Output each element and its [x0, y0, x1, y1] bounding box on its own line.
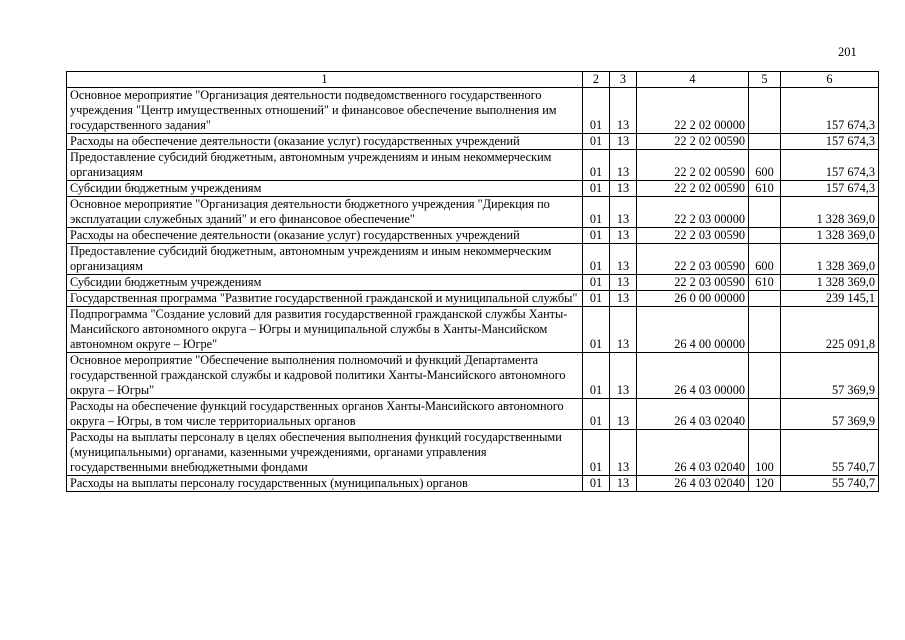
cell-amount: 239 145,1 — [781, 291, 879, 307]
cell-amount: 157 674,3 — [781, 150, 879, 181]
cell-target-article: 22 2 03 00590 — [637, 228, 749, 244]
page-number: 201 — [838, 45, 857, 59]
cell-expense-type — [749, 291, 781, 307]
cell-name: Субсидии бюджетным учреждениям — [67, 275, 583, 291]
budget-table-body — [67, 72, 879, 492]
cell-subsection: 13 — [610, 430, 637, 476]
table-row — [67, 181, 879, 197]
table-row — [67, 134, 879, 150]
header-col-6: 6 — [781, 72, 879, 88]
cell-subsection: 13 — [610, 228, 637, 244]
cell-expense-type — [749, 197, 781, 228]
cell-expense-type — [749, 399, 781, 430]
header-col-1: 1 — [67, 72, 583, 88]
cell-subsection: 13 — [610, 307, 637, 353]
table-row — [67, 353, 879, 399]
cell-target-article: 22 2 02 00000 — [637, 88, 749, 134]
cell-expense-type — [749, 307, 781, 353]
table-row — [67, 244, 879, 275]
cell-subsection: 13 — [610, 244, 637, 275]
cell-section: 01 — [583, 430, 610, 476]
cell-target-article: 22 2 03 00590 — [637, 244, 749, 275]
cell-amount: 157 674,3 — [781, 88, 879, 134]
cell-target-article: 26 4 03 02040 — [637, 430, 749, 476]
table-row — [67, 307, 879, 353]
cell-target-article: 26 0 00 00000 — [637, 291, 749, 307]
cell-section: 01 — [583, 181, 610, 197]
table-header-row — [67, 72, 879, 88]
cell-expense-type — [749, 134, 781, 150]
cell-amount: 55 740,7 — [781, 430, 879, 476]
cell-section: 01 — [583, 228, 610, 244]
cell-section: 01 — [583, 291, 610, 307]
cell-amount: 1 328 369,0 — [781, 244, 879, 275]
cell-section: 01 — [583, 150, 610, 181]
cell-expense-type — [749, 228, 781, 244]
cell-expense-type — [749, 353, 781, 399]
header-col-3: 3 — [610, 72, 637, 88]
cell-amount: 1 328 369,0 — [781, 275, 879, 291]
table-row — [67, 150, 879, 181]
cell-target-article: 26 4 03 00000 — [637, 353, 749, 399]
cell-name: Основное мероприятие "Организация деятельности бюджетного учреждения "Дирекция по эксплуатации служебных зданий" и его финансовое обеспечение" — [67, 197, 583, 228]
cell-subsection: 13 — [610, 353, 637, 399]
cell-subsection: 13 — [610, 275, 637, 291]
cell-expense-type: 100 — [749, 430, 781, 476]
header-col-2: 2 — [583, 72, 610, 88]
cell-name: Расходы на обеспечение деятельности (оказание услуг) государственных учреждений — [67, 228, 583, 244]
cell-subsection: 13 — [610, 134, 637, 150]
table-row — [67, 430, 879, 476]
cell-name: Основное мероприятие "Обеспечение выполнения полномочий и функций Департамента государственной гражданской службы и кадровой политики Ханты-Мансийского автономного округа – Югры" — [67, 353, 583, 399]
cell-subsection: 13 — [610, 291, 637, 307]
table-row — [67, 88, 879, 134]
cell-amount: 57 369,9 — [781, 399, 879, 430]
table-row — [67, 275, 879, 291]
cell-expense-type: 120 — [749, 476, 781, 492]
cell-subsection: 13 — [610, 181, 637, 197]
cell-target-article: 26 4 00 00000 — [637, 307, 749, 353]
cell-amount: 1 328 369,0 — [781, 197, 879, 228]
cell-expense-type: 600 — [749, 244, 781, 275]
cell-subsection: 13 — [610, 197, 637, 228]
cell-section: 01 — [583, 275, 610, 291]
cell-subsection: 13 — [610, 399, 637, 430]
cell-expense-type: 610 — [749, 181, 781, 197]
cell-name: Предоставление субсидий бюджетным, автономным учреждениям и иным некоммерческим организациям — [67, 150, 583, 181]
cell-name: Расходы на обеспечение деятельности (оказание услуг) государственных учреждений — [67, 134, 583, 150]
cell-section: 01 — [583, 399, 610, 430]
cell-amount: 55 740,7 — [781, 476, 879, 492]
cell-amount: 157 674,3 — [781, 134, 879, 150]
cell-target-article: 22 2 02 00590 — [637, 181, 749, 197]
cell-name: Расходы на выплаты персоналу в целях обеспечения выполнения функций государственными (муниципальными) органами, казенными учреждениями, органами управления государственными внебюджетными фондами — [67, 430, 583, 476]
cell-name: Основное мероприятие "Организация деятельности подведомственного государственного учреждения "Центр имущественных отношений" и финансовое обеспечение выполнения им государственного задания" — [67, 88, 583, 134]
cell-amount: 225 091,8 — [781, 307, 879, 353]
cell-section: 01 — [583, 476, 610, 492]
cell-subsection: 13 — [610, 476, 637, 492]
cell-subsection: 13 — [610, 150, 637, 181]
cell-expense-type: 610 — [749, 275, 781, 291]
table-row — [67, 228, 879, 244]
cell-section: 01 — [583, 134, 610, 150]
cell-name: Субсидии бюджетным учреждениям — [67, 181, 583, 197]
cell-expense-type: 600 — [749, 150, 781, 181]
cell-target-article: 26 4 03 02040 — [637, 476, 749, 492]
table-row — [67, 291, 879, 307]
cell-amount: 1 328 369,0 — [781, 228, 879, 244]
cell-section: 01 — [583, 244, 610, 275]
cell-name: Расходы на обеспечение функций государственных органов Ханты-Мансийского автономного округа – Югры, в том числе территориальных органов — [67, 399, 583, 430]
cell-section: 01 — [583, 307, 610, 353]
cell-section: 01 — [583, 353, 610, 399]
cell-section: 01 — [583, 88, 610, 134]
cell-expense-type — [749, 88, 781, 134]
table-row — [67, 399, 879, 430]
cell-name: Государственная программа "Развитие государственной гражданской и муниципальной службы" — [67, 291, 583, 307]
cell-name: Предоставление субсидий бюджетным, автономным учреждениям и иным некоммерческим организациям — [67, 244, 583, 275]
cell-target-article: 22 2 03 00000 — [637, 197, 749, 228]
table-row — [67, 197, 879, 228]
cell-amount: 157 674,3 — [781, 181, 879, 197]
budget-table — [66, 71, 879, 492]
cell-amount: 57 369,9 — [781, 353, 879, 399]
cell-section: 01 — [583, 197, 610, 228]
cell-target-article: 22 2 03 00590 — [637, 275, 749, 291]
cell-target-article: 22 2 02 00590 — [637, 134, 749, 150]
table-row — [67, 476, 879, 492]
cell-name: Расходы на выплаты персоналу государственных (муниципальных) органов — [67, 476, 583, 492]
cell-name: Подпрограмма "Создание условий для развития государственной гражданской службы Ханты-Мансийского автономного округа – Югры и муниципальной службы в Ханты-Мансийском автономном округе – Югре" — [67, 307, 583, 353]
header-col-4: 4 — [637, 72, 749, 88]
cell-target-article: 26 4 03 02040 — [637, 399, 749, 430]
header-col-5: 5 — [749, 72, 781, 88]
cell-target-article: 22 2 02 00590 — [637, 150, 749, 181]
cell-subsection: 13 — [610, 88, 637, 134]
